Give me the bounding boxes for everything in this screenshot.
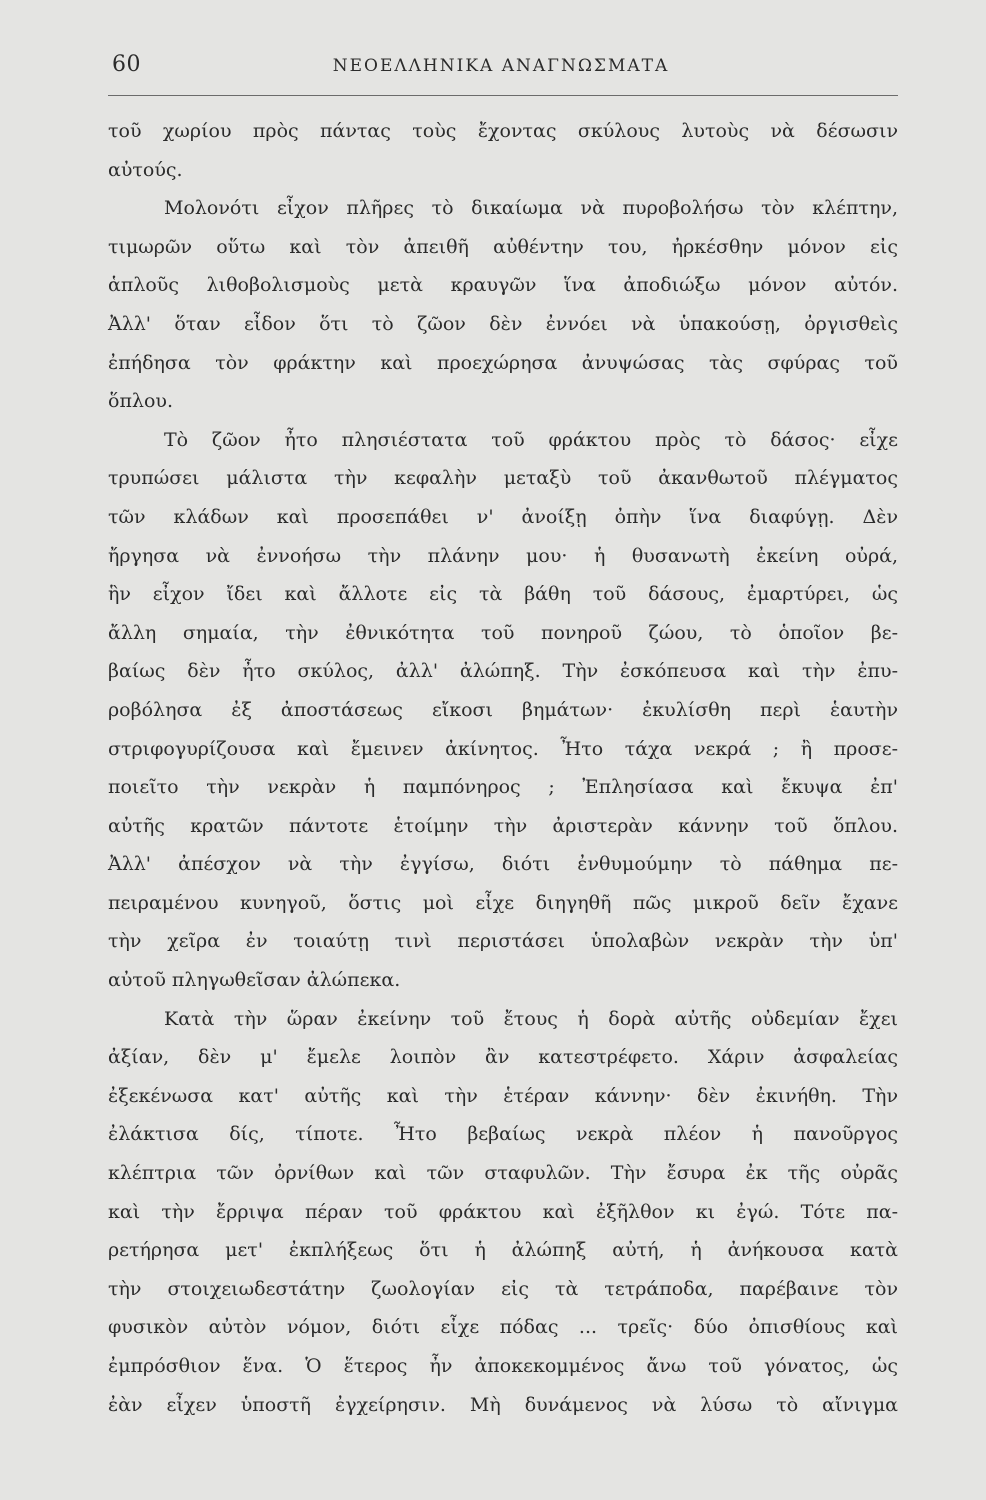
text-line: ἣν εἶχον ἴδει καὶ ἄλλοτε εἰς τὰ βάθη τοῦ δάσους, ἐμαρτύρει, ὡς (108, 583, 898, 606)
text-line: Ἀλλ' ἀπέσχον νὰ τὴν ἐγγίσω, διότι ἐνθυμούμην τὸ πάθημα πε- (108, 853, 898, 876)
text-line: καὶ τὴν ἔρριψα πέραν τοῦ φράκτου καὶ ἐξῆλθον κι ἐγώ. Τότε πα- (108, 1200, 898, 1223)
text-line: κλέπτρια τῶν ὀρνίθων καὶ τῶν σταφυλῶν. Τὴν ἔσυρα ἐκ τῆς οὐρᾶς (108, 1162, 898, 1185)
text-line: ἐμπρόσθιον ἕνα. Ὁ ἕτερος ἦν ἀποκεκομμένος ἄνω τοῦ γόνατος, ὡς (108, 1355, 898, 1377)
running-title: ΝΕΟΕΛΛΗΝΙΚΑ ΑΝΑΓΝΩΣΜΑΤΑ (332, 56, 670, 76)
text-line: ἁπλοῦς λιθοβολισμοὺς μετὰ κραυγῶν ἵνα ἀποδιώξω μόνον αὐτόν. (108, 274, 898, 297)
text-line: πειραμένου κυνηγοῦ, ὅστις μοὶ εἶχε διηγηθῆ πῶς μικροῦ δεῖν ἔχανε (108, 891, 898, 914)
text-line: ρετήρησα μετ' ἐκπλήξεως ὅτι ἡ ἀλώπηξ αὐτή, ἡ ἀνήκουσα κατὰ (108, 1239, 898, 1262)
text-line: Ἀλλ' ὅταν εἶδον ὅτι τὸ ζῶον δὲν ἐννόει νὰ ὑπακούσῃ, ὀργισθεὶς (108, 312, 898, 335)
text-line: αὐτοῦ πληγωθεῖσαν ἀλώπεκα. (108, 969, 401, 992)
body-text (108, 112, 898, 1424)
text-line: ἐπήδησα τὸν φράκτην καὶ προεχώρησα ἀνυψώσας τὰς σφύρας τοῦ (108, 351, 898, 374)
text-line: ἐξεκένωσα κατ' αὐτῆς καὶ τὴν ἑτέραν κάννην· δὲν ἐκινήθη. Τὴν (108, 1084, 898, 1107)
text-line: ὅπλου. (108, 390, 173, 413)
text-line: ροβόλησα ἐξ ἀποστάσεως εἴκοσι βημάτων· ἐκυλίσθη περὶ ἑαυτὴν (108, 698, 898, 721)
text-line: αὐτούς. (108, 158, 183, 181)
text-line: φυσικὸν αὐτὸν νόμον, διότι εἶχε πόδας ... τρεῖς· δύο ὀπισθίους καὶ (108, 1316, 898, 1339)
text-line: ἤργησα νὰ ἐννοήσω τὴν πλάνην μου· ἡ θυσανωτὴ ἐκείνη οὐρά, (108, 544, 898, 567)
page-header (112, 52, 890, 86)
text-line: ἐλάκτισα δίς, τίποτε. Ἦτο βεβαίως νεκρὰ πλέον ἡ πανοῦργος (108, 1123, 898, 1146)
text-line: Τὸ ζῶον ἦτο πλησιέστατα τοῦ φράκτου πρὸς τὸ δάσος· εἶχε (164, 428, 898, 451)
text-line: Μολονότι εἶχον πλῆρες τὸ δικαίωμα νὰ πυροβολήσω τὸν κλέπτην, (164, 197, 898, 220)
text-line: τιμωρῶν οὕτω καὶ τὸν ἀπειθῆ αὐθέντην του, ἠρκέσθην μόνον εἰς (108, 235, 898, 258)
page-number: 60 (112, 52, 141, 77)
text-line: βαίως δὲν ἦτο σκύλος, ἀλλ' ἀλώπηξ. Τὴν ἐσκόπευσα καὶ τὴν ἐπυ- (108, 660, 898, 683)
header-rule (108, 95, 898, 96)
text-line: ἀξίαν, δὲν μ' ἔμελε λοιπὸν ἂν κατεστρέφετο. Χάριν ἀσφαλείας (108, 1046, 898, 1069)
text-line: ἐὰν εἶχεν ὑποστῆ ἐγχείρησιν. Μὴ δυνάμενος νὰ λύσω τὸ αἴνιγμα (108, 1393, 898, 1416)
text-line: τῶν κλάδων καὶ προσεπάθει ν' ἀνοίξῃ ὀπὴν ἵνα διαφύγῃ. Δὲν (108, 505, 898, 528)
text-line: στριφογυρίζουσα καὶ ἔμεινεν ἀκίνητος. Ἦτο τάχα νεκρά ; ἢ προσε- (108, 737, 898, 760)
text-line: αὐτῆς κρατῶν πάντοτε ἑτοίμην τὴν ἀριστερὰν κάννην τοῦ ὅπλου. (108, 814, 898, 837)
text-line: τὴν στοιχειωδεστάτην ζωολογίαν εἰς τὰ τετράποδα, παρέβαινε τὸν (108, 1277, 898, 1300)
text-line: ἄλλη σημαία, τὴν ἐθνικότητα τοῦ πονηροῦ ζώου, τὸ ὁποῖον βε- (108, 621, 898, 644)
text-line: Κατὰ τὴν ὥραν ἐκείνην τοῦ ἔτους ἡ δορὰ αὐτῆς οὐδεμίαν ἔχει (164, 1007, 898, 1030)
text-line: τοῦ χωρίου πρὸς πάντας τοὺς ἔχοντας σκύλους λυτοὺς νὰ δέσωσιν (108, 120, 898, 142)
text-line: τρυπώσει μάλιστα τὴν κεφαλὴν μεταξὺ τοῦ ἀκανθωτοῦ πλέγματος (108, 467, 898, 490)
text-line: τὴν χεῖρα ἐν τοιαύτῃ τινὶ περιστάσει ὑπολαβὼν νεκρὰν τὴν ὑπ' (108, 930, 898, 953)
text-line: ποιεῖτο τὴν νεκρὰν ἡ παμπόνηρος ; Ἐπλησίασα καὶ ἔκυψα ἐπ' (108, 776, 898, 799)
